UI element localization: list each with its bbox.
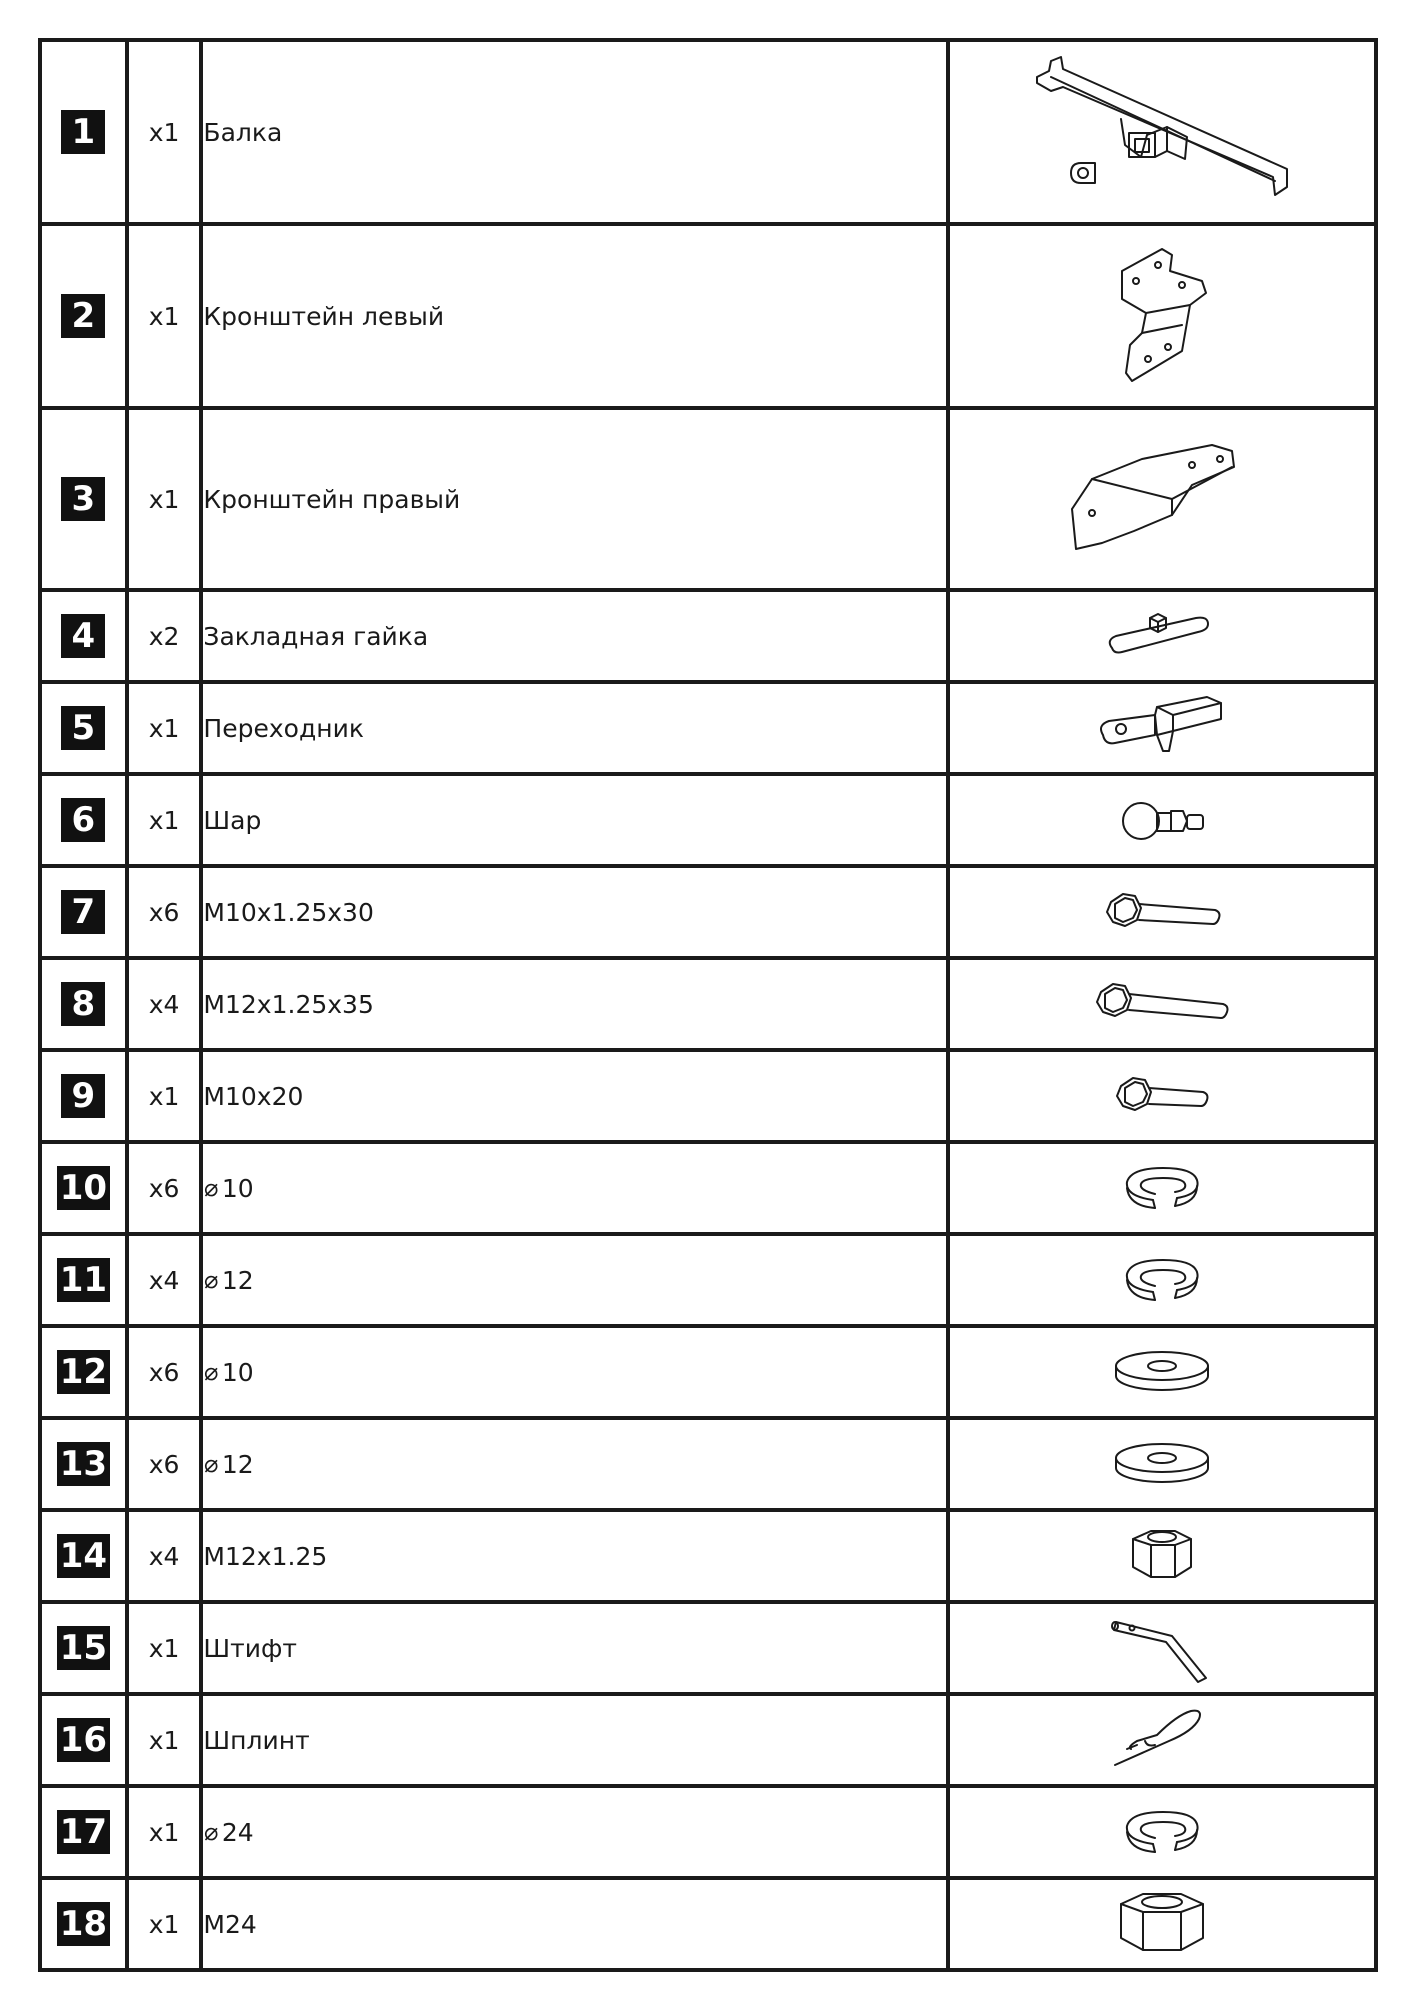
table-row xyxy=(40,40,1376,224)
part-drawing-cell xyxy=(948,1418,1376,1510)
left-bracket-icon xyxy=(950,241,1374,391)
part-drawing-cell xyxy=(948,40,1376,224)
part-name xyxy=(203,990,373,1019)
part-name xyxy=(203,1082,303,1111)
item-number-badge: 6 xyxy=(61,798,105,842)
part-name-cell xyxy=(201,958,948,1050)
item-number-cell xyxy=(40,1510,127,1602)
table-row xyxy=(40,958,1376,1050)
hex-nut-icon xyxy=(950,1521,1374,1591)
quantity-cell: x1 xyxy=(127,408,202,590)
parts-list xyxy=(38,38,1378,1972)
part-name xyxy=(203,1910,256,1939)
item-number-badge: 3 xyxy=(61,477,105,521)
table-row xyxy=(40,682,1376,774)
part-drawing-cell xyxy=(948,866,1376,958)
part-name-text: 10 xyxy=(221,1357,254,1387)
table-row xyxy=(40,1878,1376,1970)
part-name-cell xyxy=(201,1694,948,1786)
item-number-badge: 17 xyxy=(57,1810,110,1854)
part-name xyxy=(203,1266,253,1295)
quantity-cell: x2 xyxy=(127,590,202,682)
hex-nut-large-icon xyxy=(950,1884,1374,1964)
spring-washer-icon xyxy=(950,1802,1374,1862)
part-drawing-cell xyxy=(948,1602,1376,1694)
flat-washer-icon xyxy=(950,1342,1374,1402)
table-row xyxy=(40,1602,1376,1694)
item-number-badge: 8 xyxy=(61,982,105,1026)
part-name xyxy=(203,1634,296,1663)
part-drawing-cell xyxy=(948,224,1376,408)
part-drawing-cell xyxy=(948,1142,1376,1234)
quantity-cell: x1 xyxy=(127,1786,202,1878)
part-drawing-cell xyxy=(948,774,1376,866)
part-name-cell xyxy=(201,866,948,958)
part-name-text: 10 xyxy=(221,1173,254,1203)
part-name-cell xyxy=(201,1050,948,1142)
item-number-badge: 18 xyxy=(57,1902,110,1946)
tow-ball-icon xyxy=(950,785,1374,855)
quantity-cell: x1 xyxy=(127,224,202,408)
item-number-cell xyxy=(40,1786,127,1878)
item-number-badge: 4 xyxy=(61,614,105,658)
part-drawing-cell xyxy=(948,1234,1376,1326)
table-row xyxy=(40,1418,1376,1510)
part-name xyxy=(203,302,444,331)
diameter-symbol: ⌀ xyxy=(203,1450,218,1479)
item-number-cell xyxy=(40,682,127,774)
part-name xyxy=(203,118,282,147)
quantity-cell: x1 xyxy=(127,1602,202,1694)
diameter-symbol: ⌀ xyxy=(203,1266,218,1295)
table-row xyxy=(40,224,1376,408)
part-name-text: Балка xyxy=(203,117,283,147)
table-row xyxy=(40,866,1376,958)
spring-washer-icon xyxy=(950,1158,1374,1218)
item-number-badge: 14 xyxy=(57,1534,110,1578)
part-name-cell xyxy=(201,1142,948,1234)
table-row xyxy=(40,1510,1376,1602)
item-number-badge: 13 xyxy=(57,1442,110,1486)
pin-icon xyxy=(950,1608,1374,1688)
item-number-cell xyxy=(40,1694,127,1786)
table-row xyxy=(40,1050,1376,1142)
part-name xyxy=(203,1174,253,1203)
part-name-text: 12 xyxy=(221,1265,254,1295)
part-drawing-cell xyxy=(948,1878,1376,1970)
part-drawing-cell xyxy=(948,958,1376,1050)
part-name xyxy=(203,1450,253,1479)
part-name xyxy=(203,806,261,835)
embedded-nut-plate-icon xyxy=(950,606,1374,666)
table-row xyxy=(40,1234,1376,1326)
part-drawing-cell xyxy=(948,682,1376,774)
part-name-cell xyxy=(201,1326,948,1418)
part-name-cell xyxy=(201,1602,948,1694)
part-name-text: 24 xyxy=(221,1817,254,1847)
item-number-badge: 9 xyxy=(61,1074,105,1118)
table-row xyxy=(40,1326,1376,1418)
part-name xyxy=(203,485,460,514)
adapter-icon xyxy=(950,693,1374,763)
item-number-cell xyxy=(40,1050,127,1142)
item-number-badge: 12 xyxy=(57,1350,110,1394)
item-number-cell xyxy=(40,1326,127,1418)
item-number-badge: 1 xyxy=(61,110,105,154)
part-drawing-cell xyxy=(948,1786,1376,1878)
table-row xyxy=(40,1142,1376,1234)
quantity-cell: x1 xyxy=(127,682,202,774)
quantity-cell: x1 xyxy=(127,1878,202,1970)
part-name-text: Переходник xyxy=(203,713,364,743)
quantity-cell: x6 xyxy=(127,866,202,958)
part-drawing-cell xyxy=(948,1510,1376,1602)
part-name-cell xyxy=(201,774,948,866)
item-number-badge: 11 xyxy=(57,1258,110,1302)
item-number-badge: 10 xyxy=(57,1166,110,1210)
part-name-text: M10x1.25x30 xyxy=(203,897,374,927)
item-number-cell xyxy=(40,590,127,682)
part-name-text: 12 xyxy=(221,1449,254,1479)
quantity-cell: x1 xyxy=(127,1050,202,1142)
table-row xyxy=(40,408,1376,590)
part-name-text: M12x1.25 xyxy=(203,1541,328,1571)
item-number-cell xyxy=(40,1234,127,1326)
part-name-cell xyxy=(201,1418,948,1510)
bolt-long-icon xyxy=(950,974,1374,1034)
spring-washer-icon xyxy=(950,1250,1374,1310)
item-number-cell xyxy=(40,1878,127,1970)
part-name-text: Штифт xyxy=(203,1633,297,1663)
part-name xyxy=(203,622,428,651)
part-name xyxy=(203,1726,309,1755)
parts-table xyxy=(38,38,1378,1962)
table-row xyxy=(40,1694,1376,1786)
part-name-cell xyxy=(201,224,948,408)
part-name-text: M24 xyxy=(203,1909,257,1939)
part-name-cell xyxy=(201,1234,948,1326)
quantity-cell: x6 xyxy=(127,1142,202,1234)
item-number-cell xyxy=(40,1602,127,1694)
quantity-cell: x4 xyxy=(127,958,202,1050)
part-name-cell xyxy=(201,1786,948,1878)
table-row xyxy=(40,590,1376,682)
quantity-cell: x4 xyxy=(127,1234,202,1326)
item-number-badge: 2 xyxy=(61,294,105,338)
diameter-symbol: ⌀ xyxy=(203,1358,218,1387)
quantity-cell: x1 xyxy=(127,774,202,866)
part-name xyxy=(203,1818,253,1847)
item-number-cell xyxy=(40,1142,127,1234)
table-row xyxy=(40,1786,1376,1878)
item-number-cell xyxy=(40,40,127,224)
quantity-cell: x1 xyxy=(127,1694,202,1786)
part-name xyxy=(203,1542,327,1571)
tow-bar-beam-icon xyxy=(950,47,1374,217)
item-number-cell xyxy=(40,774,127,866)
item-number-cell xyxy=(40,224,127,408)
item-number-badge: 5 xyxy=(61,706,105,750)
part-name xyxy=(203,714,364,743)
part-name-text: M12x1.25x35 xyxy=(203,989,374,1019)
part-name xyxy=(203,1358,253,1387)
part-name-cell xyxy=(201,408,948,590)
quantity-cell: x1 xyxy=(127,40,202,224)
part-name-cell xyxy=(201,1510,948,1602)
diameter-symbol: ⌀ xyxy=(203,1174,218,1203)
part-drawing-cell xyxy=(948,590,1376,682)
bolt-icon xyxy=(950,882,1374,942)
item-number-cell xyxy=(40,866,127,958)
part-name-text: M10x20 xyxy=(203,1081,304,1111)
item-number-cell xyxy=(40,408,127,590)
part-name xyxy=(203,898,373,927)
item-number-badge: 7 xyxy=(61,890,105,934)
right-bracket-icon xyxy=(950,439,1374,559)
part-name-cell xyxy=(201,1878,948,1970)
part-name-text: Закладная гайка xyxy=(203,621,429,651)
diameter-symbol: ⌀ xyxy=(203,1818,218,1847)
part-name-cell xyxy=(201,682,948,774)
item-number-badge: 16 xyxy=(57,1718,110,1762)
part-name-text: Шплинт xyxy=(203,1725,310,1755)
table-row xyxy=(40,774,1376,866)
quantity-cell: x6 xyxy=(127,1418,202,1510)
part-name-text: Кронштейн левый xyxy=(203,301,445,331)
item-number-cell xyxy=(40,958,127,1050)
part-drawing-cell xyxy=(948,1326,1376,1418)
part-drawing-cell xyxy=(948,408,1376,590)
r-clip-icon xyxy=(950,1705,1374,1775)
item-number-badge: 15 xyxy=(57,1626,110,1670)
part-name-cell xyxy=(201,590,948,682)
quantity-cell: x6 xyxy=(127,1326,202,1418)
bolt-short-icon xyxy=(950,1066,1374,1126)
part-name-text: Кронштейн правый xyxy=(203,484,461,514)
part-drawing-cell xyxy=(948,1050,1376,1142)
item-number-cell xyxy=(40,1418,127,1510)
part-name-cell xyxy=(201,40,948,224)
part-drawing-cell xyxy=(948,1694,1376,1786)
flat-washer-icon xyxy=(950,1434,1374,1494)
quantity-cell: x4 xyxy=(127,1510,202,1602)
part-name-text: Шар xyxy=(203,805,262,835)
